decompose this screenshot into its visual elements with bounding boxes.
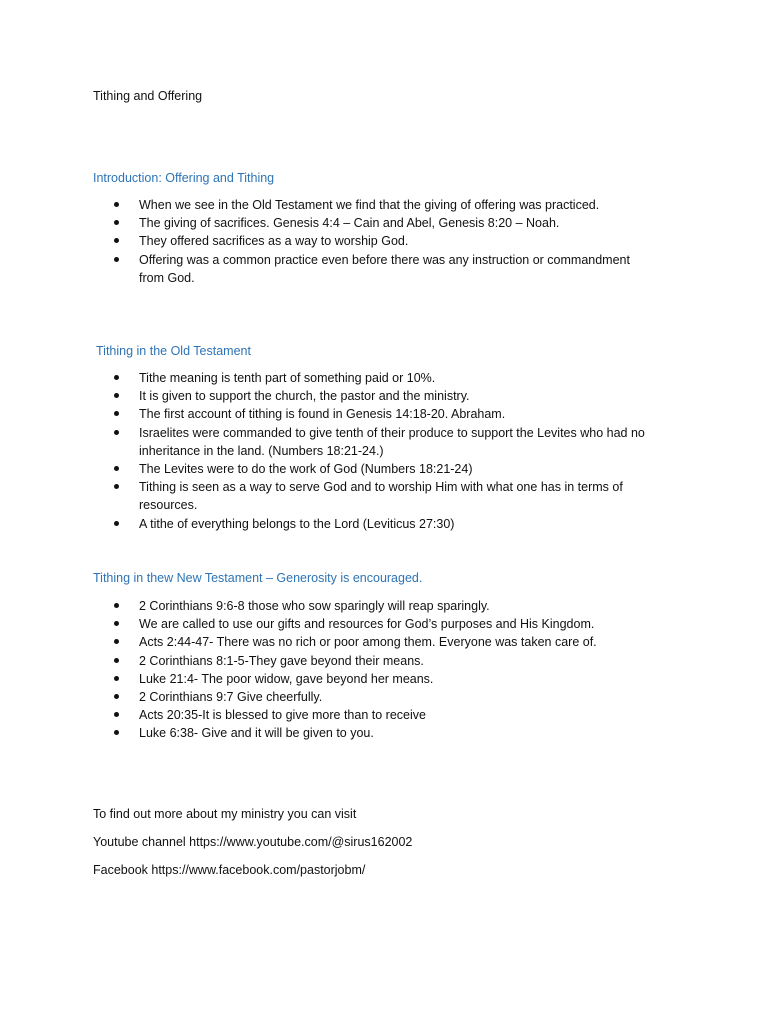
bullet-icon: [114, 694, 119, 699]
list-item: Tithe meaning is tenth part of something paid or 10%.: [93, 369, 653, 387]
list-item: Luke 6:38- Give and it will be given to you.: [93, 724, 653, 742]
bullet-icon: [114, 676, 119, 681]
list-item: 2 Corinthians 9:7 Give cheerfully.: [93, 688, 653, 706]
new-testament-list: [93, 597, 653, 743]
section-heading-new-testament: Tithing in thew New Testament – Generosity is encouraged.: [93, 571, 423, 585]
bullet-icon: [114, 220, 119, 225]
list-item: Luke 21:4- The poor widow, gave beyond her means.: [93, 670, 653, 688]
bullet-icon: [114, 393, 119, 398]
bullet-icon: [114, 202, 119, 207]
list-item: The Levites were to do the work of God (Numbers 18:21-24): [93, 460, 653, 478]
list-item: Tithing is seen as a way to serve God and to worship Him with what one has in terms of resources.: [93, 478, 653, 514]
bullet-icon: [114, 375, 119, 380]
list-item: Offering was a common practice even before there was any instruction or commandment from God.: [93, 251, 653, 287]
bullet-icon: [114, 621, 119, 626]
bullet-icon: [114, 658, 119, 663]
facebook-link[interactable]: Facebook https://www.facebook.com/pastorjobm/: [93, 863, 366, 877]
list-item: When we see in the Old Testament we find that the giving of offering was practiced.: [93, 196, 653, 214]
bullet-icon: [114, 238, 119, 243]
list-item: Acts 2:44-47- There was no rich or poor among them. Everyone was taken care of.: [93, 633, 653, 651]
bullet-icon: [114, 730, 119, 735]
bullet-icon: [114, 430, 119, 435]
list-item: Acts 20:35-It is blessed to give more than to receive: [93, 706, 653, 724]
old-testament-list: [93, 369, 653, 533]
list-item: They offered sacrifices as a way to worship God.: [93, 232, 653, 250]
section-heading-old-testament: Tithing in the Old Testament: [96, 344, 251, 358]
bullet-icon: [114, 639, 119, 644]
bullet-icon: [114, 484, 119, 489]
list-item: 2 Corinthians 9:6-8 those who sow sparingly will reap sparingly.: [93, 597, 653, 615]
list-item: We are called to use our gifts and resources for God’s purposes and His Kingdom.: [93, 615, 653, 633]
list-item: Israelites were commanded to give tenth of their produce to support the Levites who had no inheritance in the land. (Numbers 18:21-24.): [93, 424, 653, 460]
bullet-icon: [114, 521, 119, 526]
document-title: Tithing and Offering: [93, 89, 203, 103]
list-item: It is given to support the church, the pastor and the ministry.: [93, 387, 653, 405]
bullet-icon: [114, 411, 119, 416]
bullet-icon: [114, 257, 119, 262]
bullet-icon: [114, 603, 119, 608]
introduction-list: [93, 196, 653, 287]
bullet-icon: [114, 466, 119, 471]
youtube-link[interactable]: Youtube channel https://www.youtube.com/@sirus162002: [93, 835, 413, 849]
list-item: A tithe of everything belongs to the Lord (Leviticus 27:30): [93, 515, 653, 533]
footer-intro: To find out more about my ministry you can visit: [93, 807, 357, 821]
list-item: The giving of sacrifices. Genesis 4:4 – Cain and Abel, Genesis 8:20 – Noah.: [93, 214, 653, 232]
list-item: The first account of tithing is found in Genesis 14:18-20. Abraham.: [93, 405, 653, 423]
bullet-icon: [114, 712, 119, 717]
section-heading-introduction: Introduction: Offering and Tithing: [93, 171, 275, 185]
list-item: 2 Corinthians 8:1-5-They gave beyond their means.: [93, 652, 653, 670]
